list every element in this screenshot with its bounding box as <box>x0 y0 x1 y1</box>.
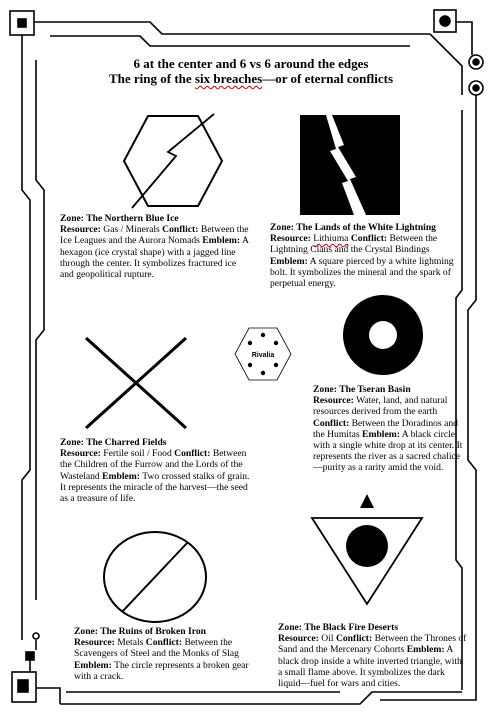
zone-white-lightning <box>270 222 466 289</box>
black-fire-emblem <box>310 494 424 606</box>
resource-value: Fertile soil / Food <box>103 448 172 460</box>
broken-gear-emblem <box>102 530 208 624</box>
zone-tseran-basin <box>313 384 469 474</box>
emblem-value: Two crossed stalks of grain. It represents the miracle of the harvest—the seed as a treasure of life. <box>60 470 250 505</box>
resource-label: Resource: <box>60 448 101 460</box>
emblem-label: Emblem: <box>202 235 241 247</box>
conflict-label: Conflict: <box>313 417 350 429</box>
conflict-value: Between the Scavengers of Steel and the Monks of Slag <box>74 637 239 660</box>
zone-black-fire-deserts <box>278 622 468 689</box>
zone-broken-iron <box>74 626 252 682</box>
resource-value: Water, land, and natural resources derived from the earth <box>313 395 448 418</box>
emblem-label: Emblem: <box>362 428 400 440</box>
ring-drop-emblem <box>342 294 424 376</box>
conflict-label: Conflict: <box>350 233 388 245</box>
conflict-label: Conflict: <box>335 633 373 645</box>
emblem-label: Emblem: <box>270 255 308 267</box>
zone-name: Zone: The Black Fire Deserts <box>278 622 399 633</box>
resource-value: Metals <box>117 637 144 649</box>
resource-label: Resource: <box>74 637 115 649</box>
emblem-value: A square pierced by a white lightning bolt. It symbolizes the mineral and the spark of perpetual energy. <box>270 255 454 290</box>
conflict-value: Between the Ice Leagues and the Aurora Nomads <box>60 224 249 247</box>
resource-value: Oil <box>321 633 334 645</box>
conflict-value: Between the Doradinos and the Humitas <box>313 417 458 440</box>
hexagon-ice-emblem <box>118 112 228 210</box>
zone-charred-fields <box>60 437 256 504</box>
conflict-value: Between the Thrones of Sand and the Mercenary Cohorts <box>278 633 467 656</box>
resource-label: Resource: <box>278 633 319 645</box>
zone-name: Zone: The Charred Fields <box>60 437 167 448</box>
title-line-2-c: —or of eternal conflicts <box>262 71 394 86</box>
title-line-2-b: six breaches <box>194 71 263 86</box>
conflict-label: Conflict: <box>145 637 183 649</box>
resource-label: Resource: <box>60 224 101 236</box>
title-line-2 <box>70 71 432 86</box>
resource-label: Resource: <box>270 233 311 245</box>
zone-name: Zone: The Northern Blue Ice <box>60 213 179 224</box>
emblem-value: A black circle with a single white drop at its center. It represents the river as a sacred chalice—purity as a rarity amid the void. <box>313 428 463 474</box>
conflict-value: Between the Lightning Clans and the Crystal Bindings <box>270 233 438 256</box>
resource-value: Lithiuma <box>313 233 349 245</box>
conflict-value: Between the Children of the Furrow and the Lords of the Wasteland <box>60 448 247 482</box>
rivalia-label: Rivalia <box>251 352 275 359</box>
emblem-value: A black drop inside a white inverted triangle, with a small flame above. It symbolizes the dark liquid—fuel for wars and cities. <box>278 644 462 690</box>
lightning-square-emblem <box>300 115 400 215</box>
emblem-label: Emblem: <box>74 659 112 671</box>
crossed-stalks-emblem <box>84 336 188 430</box>
title-line-1: 6 at the center and 6 vs 6 around the edges <box>133 56 369 71</box>
emblem-value: A hexagon (ice crystal shape) with a jagged line through the center. It symbolizes fractured ice and geopolitical rupture. <box>60 235 249 281</box>
zone-name: Zone: The Ruins of Broken Iron <box>74 626 206 637</box>
emblem-value: The circle represents a broken gear with a crack. <box>74 659 249 682</box>
conflict-label: Conflict: <box>162 224 199 236</box>
resource-value: Gas / Minerals <box>103 224 160 236</box>
zone-name: Zone: The Lands of the White Lightning <box>270 222 436 233</box>
title-line-2-a: The ring of the <box>108 71 195 86</box>
conflict-label: Conflict: <box>174 448 211 460</box>
rivalia-hexagon <box>234 327 292 381</box>
zone-northern-blue-ice <box>60 213 250 280</box>
emblem-label: Emblem: <box>406 644 445 656</box>
emblem-label: Emblem: <box>102 470 140 482</box>
page-title <box>70 56 432 86</box>
zone-name: Zone: The Tseran Basin <box>313 384 411 395</box>
resource-label: Resource: <box>313 395 354 407</box>
